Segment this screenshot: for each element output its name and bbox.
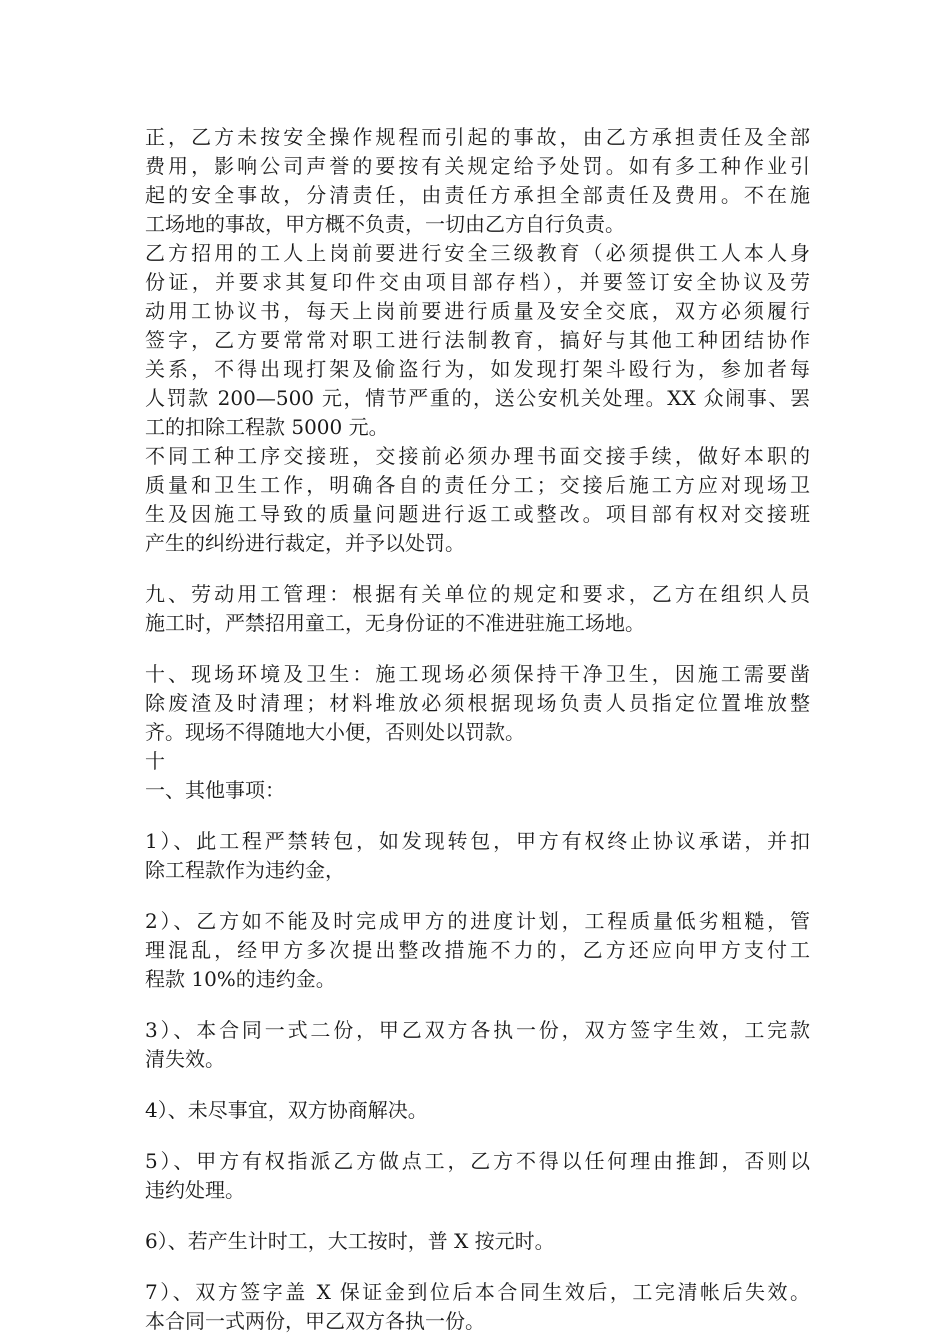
text-line: 施工时，严禁招用童工，无身份证的不准进驻施工场地。 <box>145 611 645 635</box>
text-line: 签字，乙方要常常对职工进行法制教育，搞好与其他工种团结协作 <box>145 328 810 352</box>
paragraph <box>145 123 810 558</box>
text-line: 7）、双方签字盖 X 保证金到位后本合同生效后，工完清帐后失效。 <box>145 1280 810 1304</box>
text-line: 3）、本合同一式二份，甲乙双方各执一份，双方签字生效，工完款 <box>145 1018 810 1042</box>
text-line: 理混乱，经甲方多次提出整改措施不力的，乙方还应向甲方支付工 <box>145 938 810 962</box>
paragraph-gap <box>145 1125 810 1147</box>
text-line: 本合同一式两份，甲乙双方各执一份。 <box>145 1309 485 1333</box>
text-line: 关系，不得出现打架及偷盗行为，如发现打架斗殴行为，参加者每 <box>145 357 810 381</box>
paragraph <box>145 1016 810 1074</box>
text-line: 正，乙方未按安全操作规程而引起的事故，由乙方承担责任及全部 <box>145 125 810 149</box>
paragraph <box>145 827 810 885</box>
paragraph-gap <box>145 1256 810 1278</box>
text-line: 违约处理。 <box>145 1178 245 1202</box>
paragraph <box>145 1096 810 1125</box>
text-line: 6）、若产生计时工，大工按时，普 X 按元时。 <box>145 1229 555 1253</box>
paragraph <box>145 660 810 805</box>
paragraph-gap <box>145 994 810 1016</box>
paragraph <box>145 1278 810 1336</box>
text-line: 程款 10%的违约金。 <box>145 967 336 991</box>
text-line: 乙方招用的工人上岗前要进行安全三级教育（必须提供工人本人身 <box>145 241 810 265</box>
paragraph-gap <box>145 558 810 580</box>
text-line: 除废渣及时清理；材料堆放必须根据现场负责人员指定位置堆放整 <box>145 691 810 715</box>
paragraph-gap <box>145 1205 810 1227</box>
text-line: 清失效。 <box>145 1047 225 1071</box>
text-line: 4）、未尽事宜，双方协商解决。 <box>145 1098 428 1122</box>
text-line: 份证，并要求其复印件交由项目部存档），并要签订安全协议及劳 <box>145 270 810 294</box>
text-line: 一、其他事项： <box>145 778 285 802</box>
text-line: 2）、乙方如不能及时完成甲方的进度计划，工程质量低劣粗糙，管 <box>145 909 810 933</box>
paragraph-gap <box>145 1074 810 1096</box>
paragraph <box>145 1227 810 1256</box>
text-line: 起的安全事故，分清责任，由责任方承担全部责任及费用。不在施 <box>145 183 810 207</box>
text-line: 十 <box>145 749 165 773</box>
paragraph <box>145 907 810 994</box>
text-line: 产生的纠纷进行裁定，并予以处罚。 <box>145 531 465 555</box>
paragraph-gap <box>145 638 810 660</box>
text-line: 生及因施工导致的质量问题进行返工或整改。项目部有权对交接班 <box>145 502 810 526</box>
text-line: 九、劳动用工管理：根据有关单位的规定和要求，乙方在组织人员 <box>145 582 810 606</box>
document-body <box>145 123 810 1336</box>
text-line: 动用工协议书，每天上岗前要进行质量及安全交底，双方必须履行 <box>145 299 810 323</box>
text-line: 工场地的事故，甲方概不负责，一切由乙方自行负责。 <box>145 212 625 236</box>
text-line: 不同工种工序交接班，交接前必须办理书面交接手续，做好本职的 <box>145 444 810 468</box>
text-line: 除工程款作为违约金， <box>145 858 345 882</box>
paragraph-gap <box>145 805 810 827</box>
paragraph-gap <box>145 885 810 907</box>
text-line: 5）、甲方有权指派乙方做点工，乙方不得以任何理由推卸，否则以 <box>145 1149 810 1173</box>
text-line: 费用，影响公司声誉的要按有关规定给予处罚。如有多工种作业引 <box>145 154 810 178</box>
text-line: 人罚款 200—500 元，情节严重的，送公安机关处理。XX 众闹事、罢 <box>145 386 810 410</box>
text-line: 十、现场环境及卫生：施工现场必须保持干净卫生，因施工需要凿 <box>145 662 810 686</box>
text-line: 质量和卫生工作，明确各自的责任分工；交接后施工方应对现场卫 <box>145 473 810 497</box>
text-line: 齐。现场不得随地大小便，否则处以罚款。 <box>145 720 525 744</box>
text-line: 工的扣除工程款 5000 元。 <box>145 415 389 439</box>
paragraph <box>145 580 810 638</box>
text-line: 1）、此工程严禁转包，如发现转包，甲方有权终止协议承诺，并扣 <box>145 829 810 853</box>
paragraph <box>145 1147 810 1205</box>
